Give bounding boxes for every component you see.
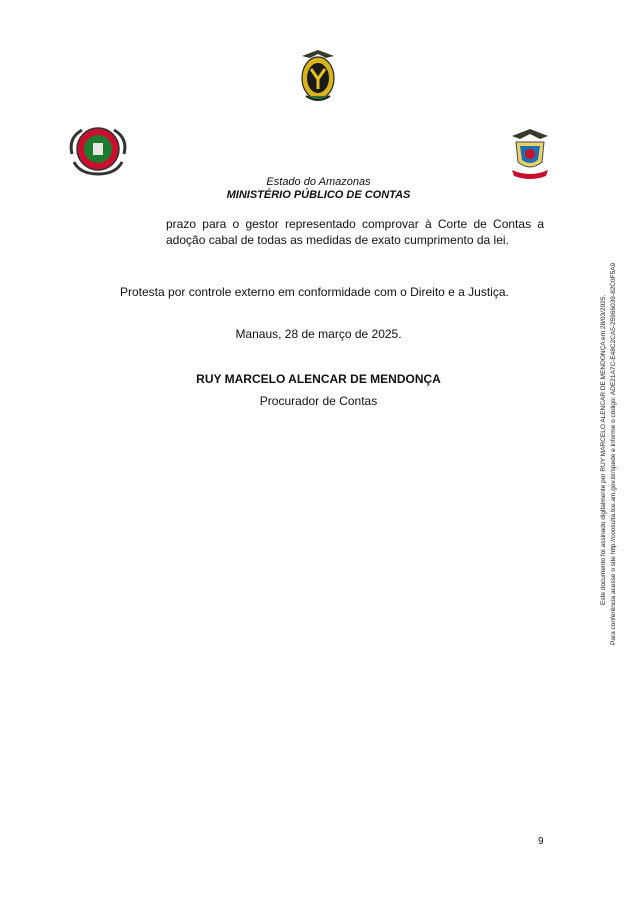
signer-name: RUY MARCELO ALENCAR DE MENDONÇA	[196, 372, 441, 386]
body-paragraph-1: prazo para o gestor representado comprovar à Corte de Contas a adoção cabal de todas as medidas de exato cumprimento da lei.	[166, 217, 544, 247]
signer-role: Procurador de Contas	[259, 394, 378, 408]
body-paragraph-2: Protesta por controle externo em conformidade com o Direito e a Justiça.	[120, 285, 509, 299]
right-institution-seal-logo	[506, 126, 554, 180]
header-ministry-name: MINISTÉRIO PÚBLICO DE CONTAS	[226, 189, 411, 201]
amazonas-coat-of-arms-logo	[298, 46, 338, 104]
document-date: Manaus, 28 de março de 2025.	[235, 327, 402, 341]
left-institution-seal-logo	[66, 124, 130, 176]
digital-signature-note-line-1: Este documento foi assinado digitalmente por RUY MARCELO ALENCAR DE MENDONÇA em 28/03/2025.	[600, 294, 607, 605]
page-number: 9	[538, 836, 544, 847]
digital-signature-note-line-2: Para conferência acesse o site http://consulta.tce.am.gov.br/spede e informe o código: ADE21A7C-E48C2CA5-25966039-82C0F5A9	[610, 262, 617, 645]
header-state-name: Estado do Amazonas	[266, 176, 371, 188]
